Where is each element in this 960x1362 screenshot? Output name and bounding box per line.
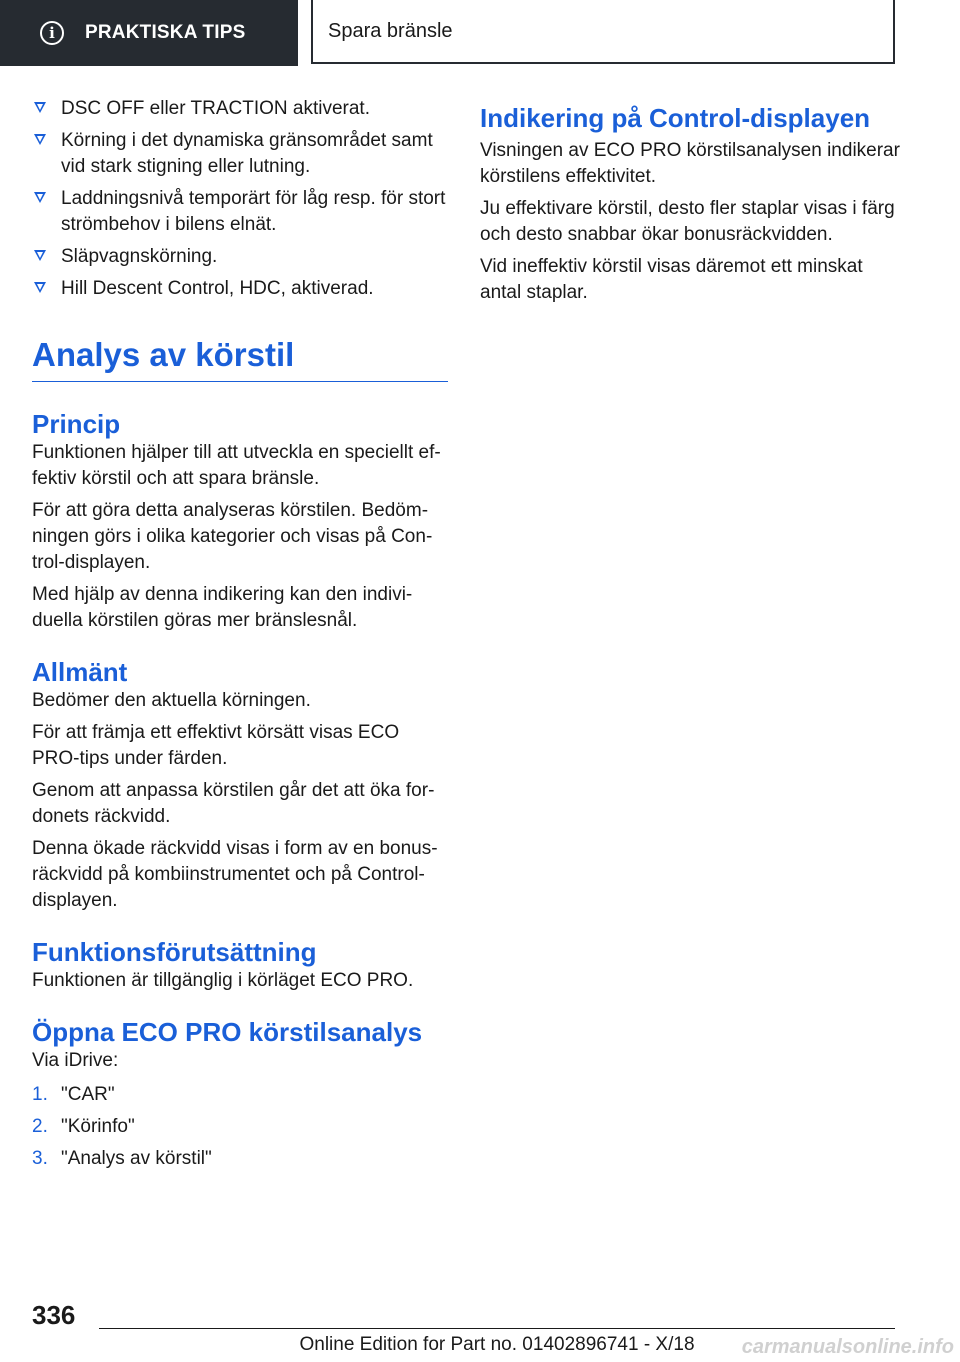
- list-item: 3. "Analys av körstil": [32, 1146, 448, 1172]
- paragraph: Visningen av ECO PRO körstilsanalysen indikerar körstilens effektivitet.: [480, 140, 900, 187]
- section-heading-allmant: Allmänt: [32, 657, 128, 687]
- edition-text: Online Edition for Part no. 01402896741 - X/18: [299, 1334, 695, 1355]
- chapter-title: Spara bränsle: [328, 19, 453, 42]
- info-icon: i: [40, 21, 64, 45]
- paragraph: Vid ineffektiv körstil visas däremot ett minskat antal staplar.: [480, 256, 863, 303]
- triangle-bullet-icon: [34, 134, 46, 145]
- step-number: 1.: [32, 1084, 48, 1105]
- chapter-header-box: [311, 0, 895, 64]
- paragraph: Denna ökade räckvidd visas i form av en bonusräckvidd på kombiinstrumentet och på Control-displayen.: [32, 838, 438, 911]
- triangle-bullet-icon: [34, 282, 46, 293]
- paragraph: För att göra detta analyseras körstilen. Bedömningen görs i olika kategorier och visas på Control-displayen.: [32, 500, 433, 573]
- section-heading-oppna: Öppna ECO PRO körstilsanalys: [32, 1017, 423, 1047]
- section-title: PRAKTISKA TIPS: [85, 22, 246, 43]
- section-heading-funktionsforutsattning: Funktionsförutsättning: [32, 937, 317, 967]
- footer-divider: [99, 1328, 895, 1329]
- list-item: 1. "CAR": [32, 1082, 448, 1108]
- paragraph: Funktionen hjälper till att utveckla en speciellt effektiv körstil och att spara bränsle.: [32, 442, 441, 489]
- step-number: 2.: [32, 1116, 48, 1137]
- triangle-bullet-icon: [34, 250, 46, 261]
- paragraph: Bedömer den aktuella körningen.: [32, 690, 311, 711]
- list-item: DSC OFF eller TRACTION aktiverat.: [32, 96, 448, 122]
- step-number: 3.: [32, 1148, 48, 1169]
- triangle-bullet-icon: [34, 192, 46, 203]
- paragraph: Genom att anpassa körstilen går det att öka fordonets räckvidd.: [32, 780, 435, 827]
- triangle-bullet-icon: [34, 102, 46, 113]
- section-heading-princip: Princip: [32, 409, 121, 439]
- condition-list: [32, 96, 448, 302]
- paragraph: Via iDrive:: [32, 1050, 119, 1071]
- paragraph: För att främja ett effektivt körsätt visas ECO PRO-tips under färden.: [32, 722, 400, 769]
- paragraph: Med hjälp av denna indikering kan den individuella körstilen göras mer bränslesnål.: [32, 584, 413, 631]
- list-item: Körning i det dynamiska gränsområdet samt vid stark stigning eller lutning.: [32, 128, 448, 180]
- paragraph: Ju effektivare körstil, desto fler staplar visas i färg och desto snabbar ökar bonusräckvidden.: [480, 198, 895, 245]
- list-item: Hill Descent Control, HDC, aktiverad.: [32, 276, 448, 302]
- section-header-tab: [0, 0, 298, 66]
- chapter-heading: Analys av körstil: [32, 335, 448, 382]
- list-item: Laddningsnivå temporärt för låg resp. för stort strömbehov i bilens elnät.: [32, 186, 448, 238]
- section-heading-indikering: Indikering på Control-displayen: [480, 103, 871, 133]
- left-column: [32, 96, 448, 1178]
- watermark: carmanualsonline.info: [741, 1335, 954, 1358]
- right-column: [480, 102, 900, 312]
- list-item: Släpvagnskörning.: [32, 244, 448, 270]
- paragraph: Funktionen är tillgänglig i körläget ECO PRO.: [32, 970, 414, 991]
- list-item: 2. "Körinfo": [32, 1114, 448, 1140]
- page-number: 336: [32, 1300, 76, 1330]
- step-list: [32, 1082, 448, 1172]
